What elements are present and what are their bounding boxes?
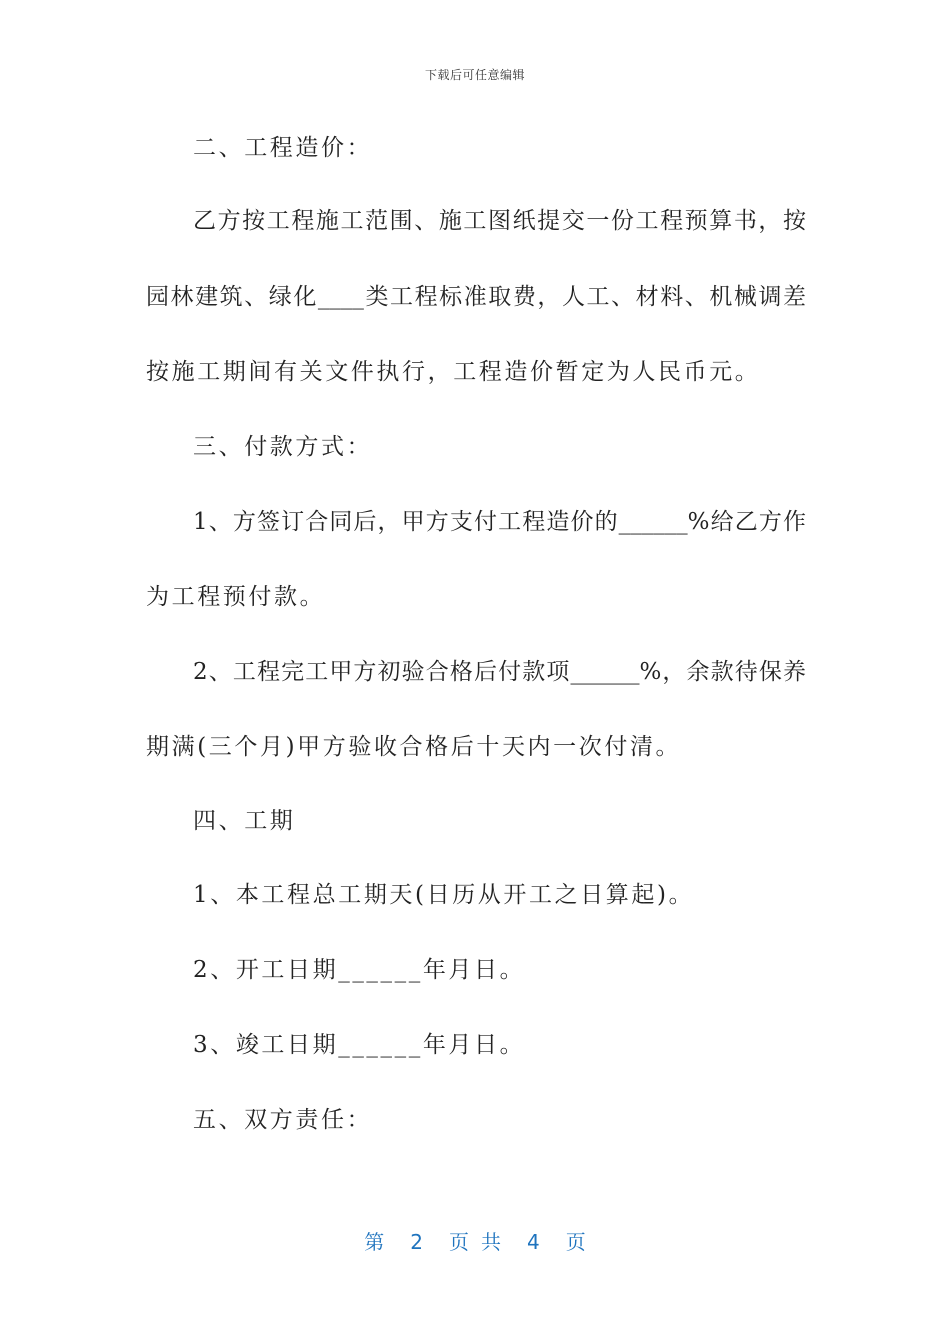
footer-prefix: 第	[364, 1230, 385, 1254]
paragraph-line: 2、开工日期______年月日。	[193, 957, 526, 983]
paragraph-line: 2、工程完工甲方初验合格后付款项______%，余款待保养	[193, 659, 806, 685]
paragraph-line: 按施工期间有关文件执行，工程造价暂定为人民币元。	[146, 359, 761, 385]
paragraph-line: 为工程预付款。	[146, 584, 326, 610]
footer-current-page: 2	[410, 1230, 423, 1254]
footer-suffix: 页	[565, 1230, 586, 1254]
section-heading-payment: 三、付款方式：	[193, 434, 373, 460]
section-heading-cost: 二、工程造价：	[193, 135, 373, 161]
paragraph-line: 1、本工程总工期天(日历从开工之日算起)。	[193, 882, 695, 908]
header-note: 下载后可任意编辑	[424, 68, 525, 82]
footer-middle: 页共	[449, 1230, 513, 1254]
section-heading-period: 四、工期	[193, 808, 296, 834]
paragraph-line: 期满(三个月)甲方验收合格后十天内一次付清。	[146, 734, 682, 760]
section-heading-responsibilities: 五、双方责任：	[193, 1107, 373, 1133]
paragraph-line: 园林建筑、绿化____类工程标准取费，人工、材料、机械调差	[146, 284, 806, 310]
footer-total-pages: 4	[527, 1230, 540, 1254]
paragraph-line: 1、方签订合同后，甲方支付工程造价的______%给乙方作	[193, 509, 806, 535]
page-footer	[0, 1226, 950, 1255]
paragraph-line: 乙方按工程施工范围、施工图纸提交一份工程预算书，按	[193, 208, 806, 234]
paragraph-line: 3、竣工日期______年月日。	[193, 1032, 526, 1058]
